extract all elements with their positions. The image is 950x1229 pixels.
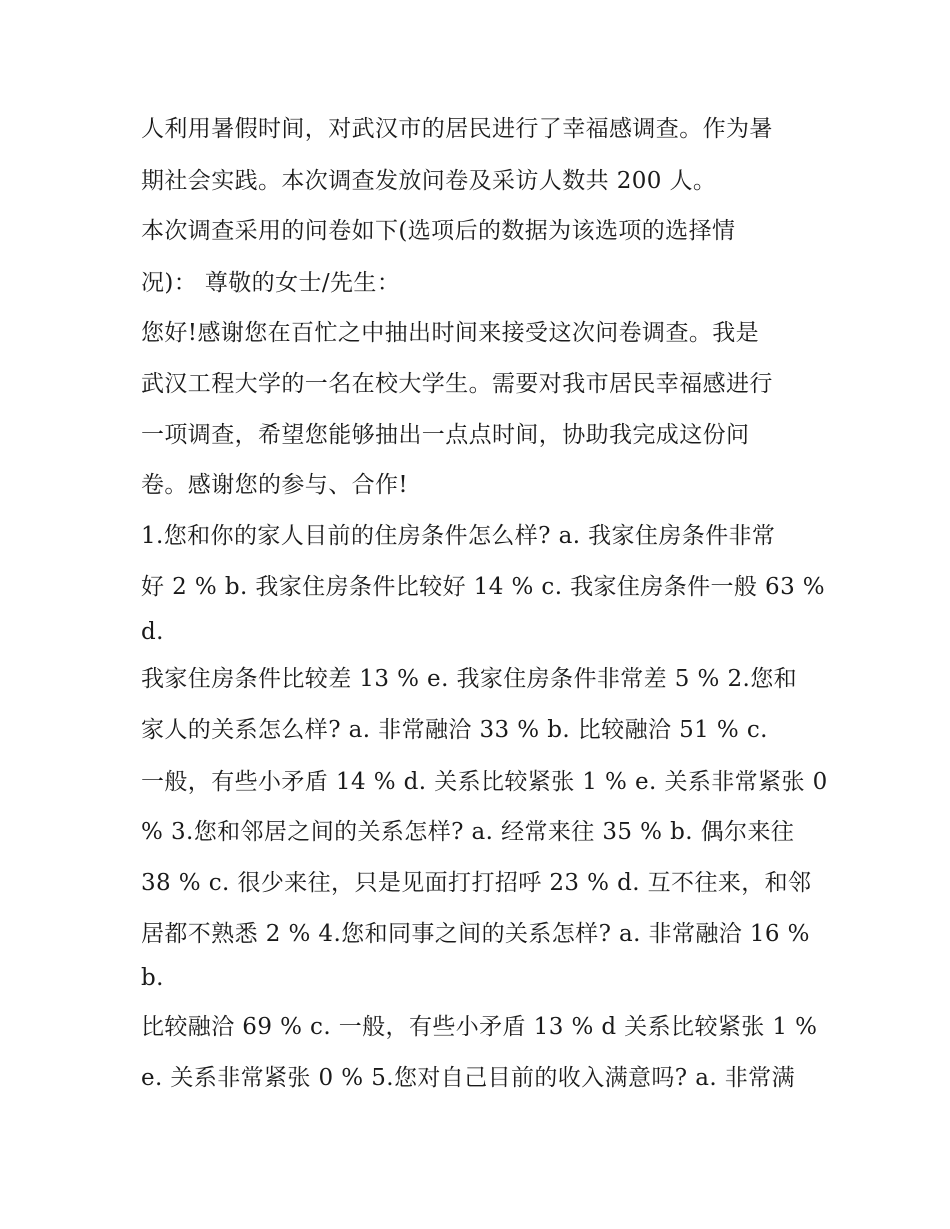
text-line: 您好!感谢您在百忙之中抽出时间来接受这次问卷调查。我是 [141,320,760,346]
text-line: 一般，有些小矛盾 14 % d. 关系比较紧张 1 % e. 关系非常紧张 0 [141,769,828,795]
text-line: 武汉工程大学的一名在校大学生。需要对我市居民幸福感进行 [141,371,773,397]
text-line: 卷。感谢您的参与、合作! [141,472,409,498]
text-line: % 3.您和邻居之间的关系怎样? a. 经常来往 35 % b. 偶尔来往 [141,819,795,845]
text-line: 我家住房条件比较差 13 % e. 我家住房条件非常差 5 % 2.您和 [141,666,798,692]
text-line: b. [141,965,164,991]
text-line: 好 2 % b. 我家住房条件比较好 14 % c. 我家住房条件一般 63 % [141,574,826,600]
text-line: 人利用暑假时间，对武汉市的居民进行了幸福感调查。作为暑 [141,116,773,142]
text-line: 家人的关系怎么样? a. 非常融洽 33 % b. 比较融洽 51 % c. [141,717,768,743]
text-line: 况)： 尊敬的女士/先生： [141,270,401,296]
text-line: e. 关系非常紧张 0 % 5.您对自己目前的收入满意吗? a. 非常满 [141,1065,795,1091]
text-line: 居都不熟悉 2 % 4.您和同事之间的关系怎样? a. 非常融洽 16 % [141,921,810,947]
text-line: 期社会实践。本次调查发放问卷及采访人数共 200 人。 [141,168,717,194]
text-line: 1.您和你的家人目前的住房条件怎么样? a. 我家住房条件非常 [141,523,776,549]
text-line: 本次调查采用的问卷如下(选项后的数据为该选项的选择情 [141,218,736,244]
text-line: d. [141,619,164,645]
text-line: 一项调查，希望您能够抽出一点点时间，协助我完成这份问 [141,422,750,448]
text-line: 38 % c. 很少来往，只是见面打打招呼 23 % d. 互不往来，和邻 [141,870,812,896]
text-line: 比较融洽 69 % c. 一般，有些小矛盾 13 % d 关系比较紧张 1 % [141,1014,818,1040]
